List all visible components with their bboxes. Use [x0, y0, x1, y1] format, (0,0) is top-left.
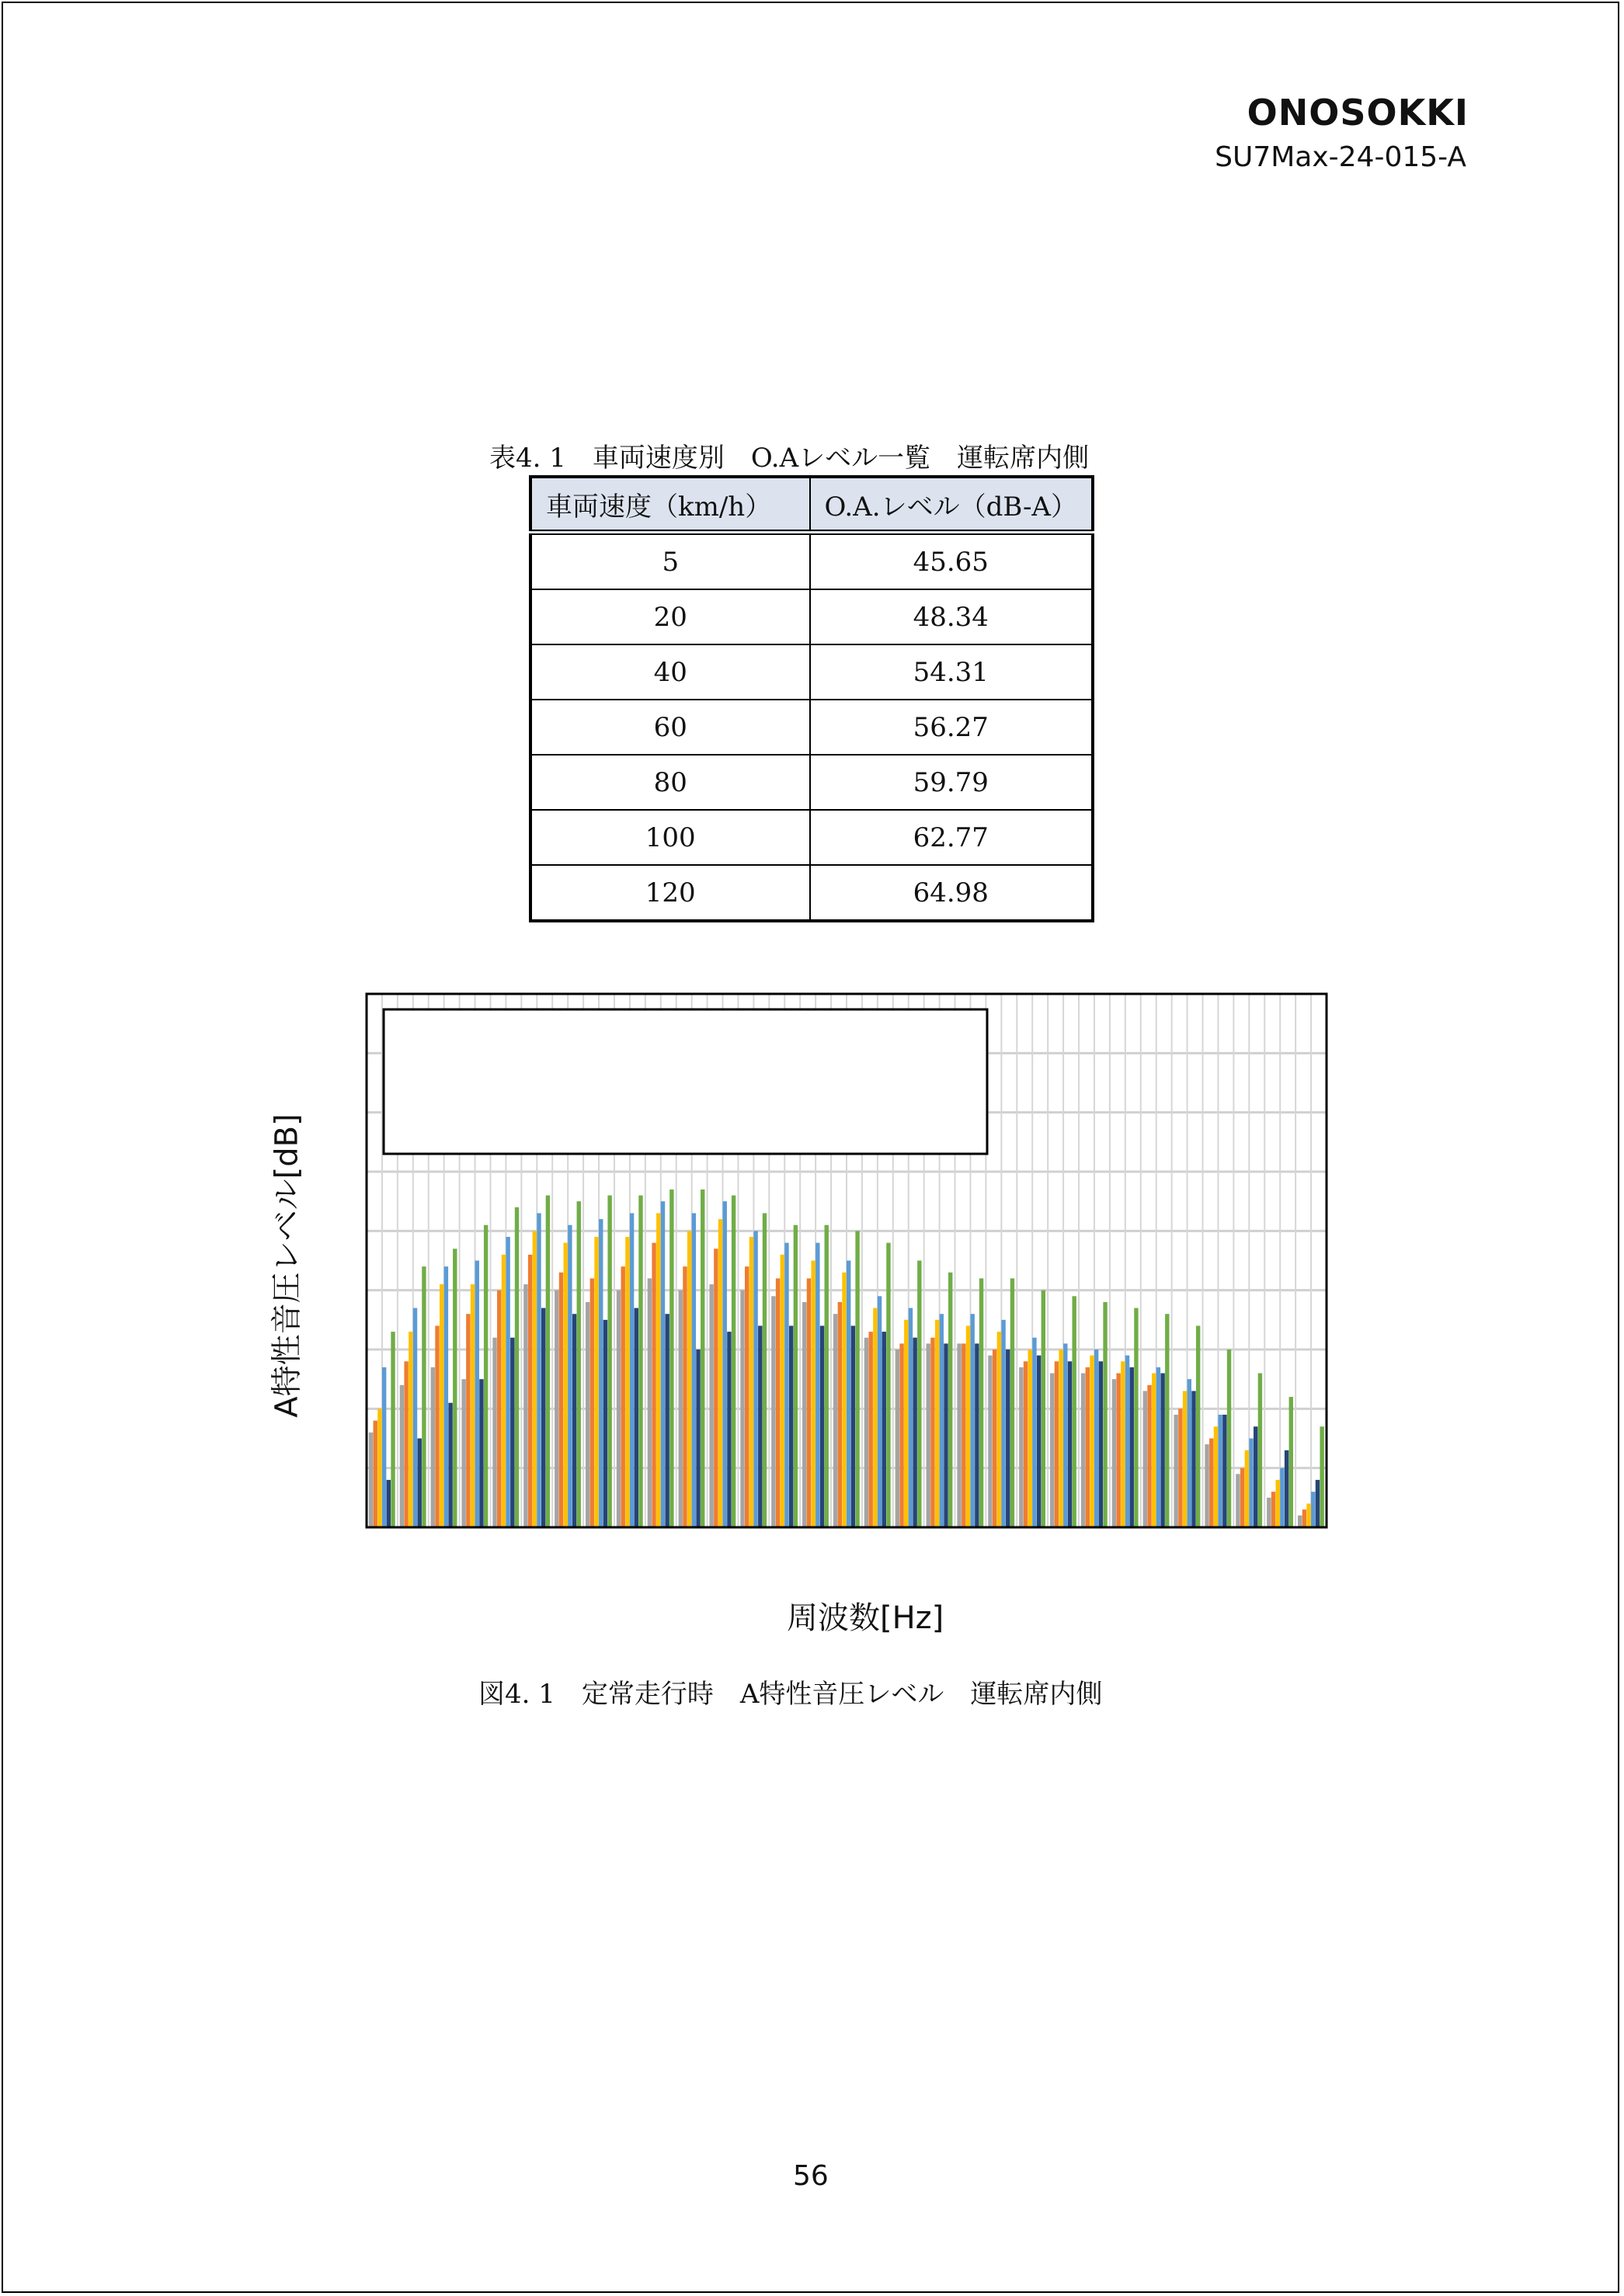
chart-bar [820, 1325, 824, 1527]
chart-bar [740, 1290, 744, 1527]
chart-bar [723, 1201, 727, 1527]
chart-bar [1081, 1374, 1085, 1527]
chart-bar [568, 1225, 572, 1527]
chart-bar [377, 1409, 381, 1527]
chart-bar [559, 1273, 563, 1527]
chart-bar [904, 1320, 908, 1527]
chart-bar [851, 1325, 855, 1527]
chart-bar [732, 1196, 735, 1527]
chart-bar [475, 1261, 479, 1528]
level-cell: 45.65 [810, 533, 1093, 590]
chart-bar [1094, 1349, 1098, 1527]
chart-bar [1090, 1356, 1094, 1527]
chart-bar [749, 1237, 753, 1527]
chart-bar [528, 1255, 532, 1527]
legend-box [384, 1009, 987, 1154]
chart-bar [930, 1338, 934, 1527]
chart-bar [440, 1284, 443, 1527]
chart-bar [758, 1325, 762, 1527]
chart-bar [794, 1225, 798, 1527]
speed-cell: 80 [530, 755, 810, 810]
chart-bar [533, 1231, 537, 1527]
level-cell: 59.79 [810, 755, 1093, 810]
chart-bar [369, 1433, 373, 1527]
chart-bar [656, 1213, 660, 1527]
chart-bar [1019, 1367, 1023, 1527]
chart-bar [1024, 1361, 1028, 1527]
chart-bar [413, 1308, 417, 1527]
chart-bar [1245, 1450, 1249, 1527]
chart-bar [374, 1421, 377, 1527]
chart-bar [842, 1273, 846, 1527]
chart-bar [537, 1213, 541, 1527]
chart-bar [1267, 1498, 1271, 1527]
chart-bar [1152, 1374, 1156, 1527]
chart-bar [479, 1379, 483, 1527]
chart-bar [988, 1356, 992, 1527]
speed-cell: 20 [530, 589, 810, 644]
level-cell: 48.34 [810, 589, 1093, 644]
chart-bar [1042, 1290, 1045, 1527]
chart-bar [555, 1290, 558, 1527]
chart-bar [807, 1278, 811, 1527]
chart-bar [590, 1278, 594, 1527]
chart-bar [453, 1249, 457, 1527]
chart-bar [1086, 1367, 1090, 1527]
chart-bar [665, 1314, 669, 1527]
chart-bar [789, 1325, 793, 1527]
chart-bar [1125, 1356, 1129, 1527]
chart-bar [784, 1243, 788, 1527]
chart-bar [652, 1243, 656, 1527]
chart-bar [802, 1302, 806, 1527]
chart-bar [948, 1273, 952, 1527]
chart-bar [577, 1201, 581, 1527]
chart-bar [811, 1261, 815, 1528]
chart-bar [868, 1332, 872, 1527]
chart-bar [997, 1332, 1001, 1527]
chart-bar [970, 1314, 974, 1527]
chart-bar [404, 1361, 408, 1527]
chart-bar [962, 1343, 965, 1527]
chart-bar [617, 1290, 621, 1527]
chart-bar [745, 1266, 749, 1527]
chart-bar [546, 1196, 550, 1527]
chart-bar [1001, 1320, 1005, 1527]
chart-bar [944, 1343, 948, 1527]
speed-cell: 40 [530, 644, 810, 700]
chart-bar [1311, 1492, 1315, 1527]
chart-bar [669, 1190, 673, 1527]
chart-bar [1143, 1391, 1147, 1527]
chart-bar [523, 1284, 527, 1527]
chart-bar [833, 1314, 837, 1527]
chart-bar [1055, 1361, 1059, 1527]
chart-bar [492, 1338, 496, 1527]
chart-bar [1032, 1338, 1036, 1527]
speed-column-header: 車両速度（km/h） [530, 477, 810, 533]
level-cell: 56.27 [810, 700, 1093, 755]
chart-bar [515, 1207, 519, 1527]
chart-bar [541, 1308, 545, 1527]
chart-bar [599, 1219, 603, 1527]
chart-bar [648, 1278, 652, 1527]
chart-bar [781, 1255, 784, 1527]
chart-bar [899, 1343, 903, 1527]
chart-bar [387, 1480, 391, 1527]
chart-bar [966, 1325, 970, 1527]
chart-bar [1188, 1379, 1191, 1527]
chart-bar [753, 1231, 757, 1527]
chart-bar [1099, 1361, 1103, 1527]
chart-bar [940, 1314, 944, 1527]
chart-bar [687, 1231, 691, 1527]
chart-bar [418, 1439, 422, 1528]
x-axis-label: 周波数[Hz] [787, 1600, 944, 1636]
chart-bar [502, 1255, 506, 1527]
chart-bar [701, 1190, 704, 1527]
chart-bar [696, 1349, 700, 1527]
chart-bar [1160, 1374, 1164, 1527]
chart-bar [1059, 1349, 1062, 1527]
chart-bar [471, 1284, 475, 1527]
chart-bar [391, 1332, 395, 1527]
chart-bar [1227, 1349, 1231, 1527]
chart-bar [461, 1379, 465, 1527]
chart-bar [625, 1237, 629, 1527]
chart-bar [935, 1320, 939, 1527]
chart-bar [1028, 1349, 1032, 1527]
chart-bar [1298, 1516, 1302, 1527]
chart-bar [979, 1278, 983, 1527]
chart-bar [621, 1266, 625, 1527]
chart-bar [1174, 1415, 1177, 1527]
chart-bar [882, 1332, 886, 1527]
chart-bar [1271, 1492, 1275, 1527]
level-cell: 64.98 [810, 865, 1093, 921]
chart-bar [1316, 1480, 1320, 1527]
chart-bar [727, 1332, 731, 1527]
chart-bar [1156, 1367, 1160, 1527]
speed-cell: 100 [530, 810, 810, 865]
chart-bar [927, 1343, 930, 1527]
chart-bar [1010, 1278, 1014, 1527]
chart-bar [709, 1284, 713, 1527]
chart-bar [1302, 1509, 1306, 1527]
chart-bar [1249, 1439, 1253, 1528]
table-caption: 表4. 1 車両速度別 O.Aレベル一覧 運転席内側 [489, 443, 1090, 474]
chart-bar [909, 1308, 913, 1527]
chart-bar [1130, 1367, 1134, 1527]
chart-bar [913, 1338, 916, 1527]
chart-bar [776, 1278, 780, 1527]
chart-bar [993, 1349, 996, 1527]
level-cell: 54.31 [810, 644, 1093, 700]
chart-bar [718, 1219, 722, 1527]
chart-bar [1037, 1356, 1041, 1527]
chart-bar [1275, 1480, 1279, 1527]
chart-bar [763, 1213, 767, 1527]
chart-bar [1258, 1374, 1262, 1527]
chart-bar [497, 1290, 501, 1527]
chart-bar [1218, 1415, 1222, 1527]
chart-bar [563, 1243, 567, 1527]
chart-bar [1103, 1302, 1107, 1527]
chart-bar [1240, 1468, 1244, 1527]
chart-bar [510, 1338, 514, 1527]
chart-bar [878, 1296, 882, 1527]
chart-bar [1214, 1426, 1218, 1527]
chart-bar [594, 1237, 598, 1527]
chart-bar [873, 1308, 877, 1527]
chart-bar [603, 1320, 607, 1527]
chart-bar [917, 1261, 921, 1528]
chart-bar [825, 1225, 829, 1527]
chart-bar [444, 1266, 448, 1527]
chart-bar [683, 1266, 687, 1527]
chart-bar [630, 1213, 634, 1527]
chart-bar [1236, 1474, 1240, 1527]
chart-bar [838, 1302, 842, 1527]
chart-bar [1178, 1409, 1182, 1527]
document-id: SU7Max-24-015-A [1215, 141, 1466, 173]
chart-bar [679, 1290, 683, 1527]
chart-bar [484, 1225, 488, 1527]
chart-bar [586, 1302, 589, 1527]
chart-bar [1050, 1374, 1054, 1527]
chart-bar [506, 1237, 509, 1527]
chart-bar [382, 1367, 386, 1527]
chart-bar [1209, 1439, 1213, 1528]
chart-bar [400, 1385, 404, 1527]
speed-cell: 5 [530, 533, 810, 590]
chart-bar [714, 1249, 718, 1527]
chart-bar [1121, 1361, 1125, 1527]
chart-bar [1320, 1426, 1323, 1527]
chart-bar [1068, 1361, 1072, 1527]
chart-bar [1006, 1349, 1010, 1527]
chart-bar [1254, 1426, 1257, 1527]
chart-bar [607, 1196, 611, 1527]
chart-bar [1147, 1385, 1151, 1527]
y-axis-label: A特性音圧レベル[dB] [269, 1113, 305, 1418]
page-number: 56 [793, 2160, 829, 2192]
chart-bar [1191, 1391, 1195, 1527]
chart-bar [864, 1338, 868, 1527]
chart-bar [1205, 1444, 1208, 1527]
chart-bar [886, 1243, 890, 1527]
speed-cell: 120 [530, 865, 810, 921]
speed-cell: 60 [530, 700, 810, 755]
chart-bar [1196, 1325, 1200, 1527]
chart-bar [1289, 1397, 1293, 1527]
chart-bar [855, 1231, 859, 1527]
chart-bar [661, 1201, 665, 1527]
chart-bar [422, 1266, 426, 1527]
chart-bar [572, 1314, 576, 1527]
chart-bar [1165, 1314, 1169, 1527]
chart-bar [1285, 1450, 1288, 1527]
chart-bar [1183, 1391, 1187, 1527]
chart-bar [435, 1325, 439, 1527]
chart-bar [1280, 1468, 1284, 1527]
chart-bar [1306, 1503, 1310, 1527]
company-logo: ONOSOKKI [1247, 92, 1469, 134]
chart-bar [1063, 1343, 1067, 1527]
chart-bar [895, 1349, 899, 1527]
chart-bar [466, 1314, 470, 1527]
chart-bar [1134, 1308, 1138, 1527]
chart-bar [692, 1213, 696, 1527]
chart-bar [1072, 1296, 1076, 1527]
chart-bar [957, 1343, 961, 1527]
figure-caption: 図4. 1 定常走行時 A特性音圧レベル 運転席内側 [478, 1679, 1103, 1710]
chart-bar [1112, 1379, 1116, 1527]
chart-bar [975, 1343, 979, 1527]
chart-bar [815, 1243, 819, 1527]
chart-bar [431, 1367, 435, 1527]
chart-bar [635, 1308, 638, 1527]
level-column-header: O.A.レベル（dB-A） [810, 477, 1093, 533]
chart-bar [638, 1196, 642, 1527]
chart-bar [1116, 1374, 1120, 1527]
chart-bar [1222, 1415, 1226, 1527]
chart-bar [771, 1296, 775, 1527]
chart-bar [847, 1261, 850, 1528]
chart-bar [409, 1332, 412, 1527]
level-cell: 62.77 [810, 810, 1093, 865]
chart-bar [448, 1403, 452, 1527]
